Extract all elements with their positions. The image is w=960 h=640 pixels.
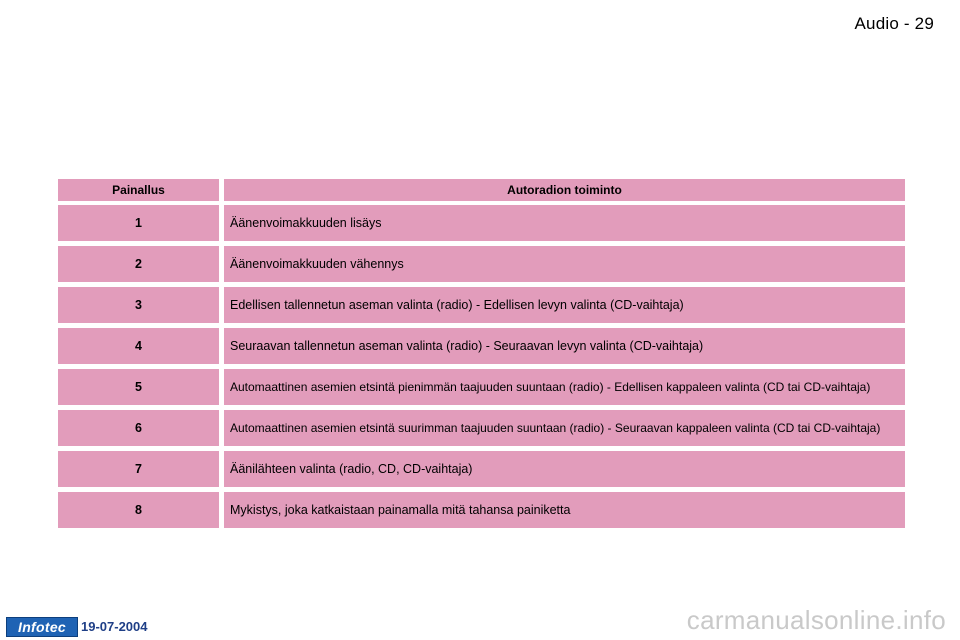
table-row	[58, 287, 905, 323]
button-number: 8	[58, 492, 219, 528]
footer-date: 19-07-2004	[81, 619, 148, 634]
function-table	[58, 179, 905, 533]
button-number: 5	[58, 369, 219, 405]
function-description: Seuraavan tallennetun aseman valinta (radio) - Seuraavan levyn valinta (CD-vaihtaja)	[224, 328, 905, 364]
function-description: Äänilähteen valinta (radio, CD, CD-vaihtaja)	[224, 451, 905, 487]
table-row	[58, 451, 905, 487]
function-description: Automaattinen asemien etsintä suurimman taajuuden suuntaan (radio) - Seuraavan kappaleen valinta (CD tai CD-vaihtaja)	[224, 410, 905, 446]
button-number: 2	[58, 246, 219, 282]
button-number: 4	[58, 328, 219, 364]
watermark: carmanualsonline.info	[686, 605, 946, 635]
table-row	[58, 492, 905, 528]
function-description: Edellisen tallennetun aseman valinta (radio) - Edellisen levyn valinta (CD-vaihtaja)	[224, 287, 905, 323]
function-description: Automaattinen asemien etsintä pienimmän taajuuden suuntaan (radio) - Edellisen kappaleen valinta (CD tai CD-vaihtaja)	[224, 369, 905, 405]
function-description: Äänenvoimakkuuden vähennys	[224, 246, 905, 282]
infotec-logo: Infotec	[6, 617, 78, 637]
function-description: Mykistys, joka katkaistaan painamalla mitä tahansa painiketta	[224, 492, 905, 528]
table-row	[58, 205, 905, 241]
column-header-function: Autoradion toiminto	[224, 179, 905, 201]
button-number: 3	[58, 287, 219, 323]
page-header: Audio - 29	[854, 14, 934, 33]
button-number: 1	[58, 205, 219, 241]
table-row	[58, 369, 905, 405]
button-number: 6	[58, 410, 219, 446]
function-description: Äänenvoimakkuuden lisäys	[224, 205, 905, 241]
button-number: 7	[58, 451, 219, 487]
table-header-row	[58, 179, 905, 201]
table-row	[58, 410, 905, 446]
column-header-button: Painallus	[58, 179, 219, 201]
table-row	[58, 328, 905, 364]
table-row	[58, 246, 905, 282]
